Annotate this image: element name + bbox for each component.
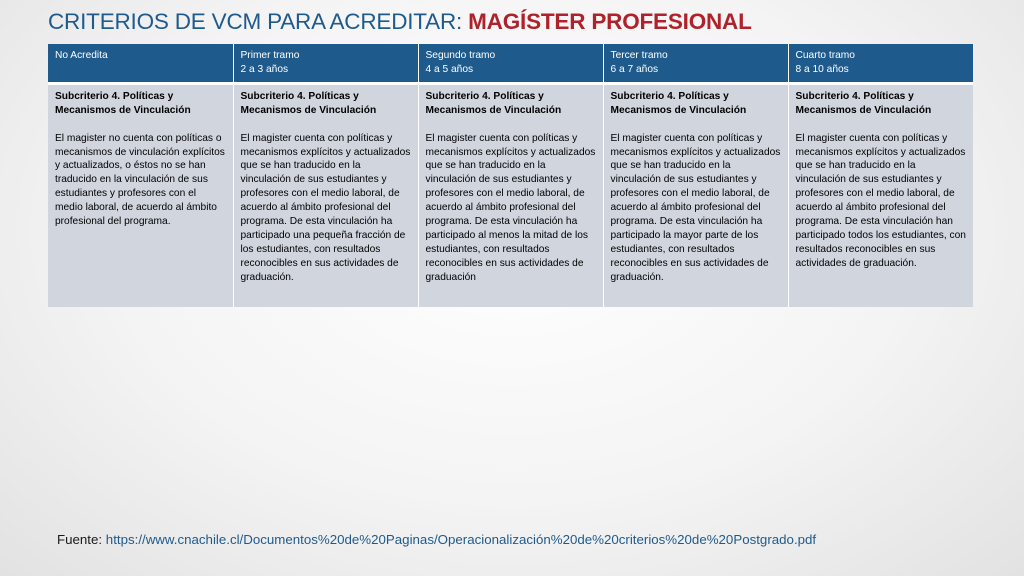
cell-segundo-tramo (418, 83, 603, 307)
title-prefix: CRITERIOS DE VCM PARA ACREDITAR: (48, 9, 469, 34)
criterion-description: El magister cuenta con políticas y mecanismos explícitos y actualizados que se han traducido en la vinculación de sus estudiantes y profesores con el medio laboral, de acuerdo al ámbito profesional del programa. De esta vinculación han participado todos los estudiantes, con resultados reconocibles en sus actividades de graduación. (795, 132, 966, 269)
subcriterion-title: Subcriterio 4. Políticas y Mecanismos de Vinculación (610, 90, 747, 116)
subcriterion-title: Subcriterio 4. Políticas y Mecanismos de Vinculación (240, 90, 377, 116)
title-highlight: MAGÍSTER PROFESIONAL (468, 9, 752, 34)
source-label: Fuente: (57, 532, 106, 547)
cell-no-acredita (48, 83, 233, 307)
header-tercer-tramo (603, 44, 788, 83)
cell-cuarto-tramo (788, 83, 973, 307)
header-label: Segundo tramo (425, 50, 496, 61)
table-row (48, 83, 973, 307)
header-range: 2 a 3 años (240, 63, 289, 75)
header-label: No Acredita (55, 50, 108, 61)
criterion-description: El magister cuenta con políticas y mecanismos explícitos y actualizados que se han traducido en la vinculación de sus estudiantes y profesores con el medio laboral, de acuerdo al ámbito profesional del programa. De esta vinculación ha participado una pequeña fracción de los estudiantes, con resultados reconocibles en sus actividades de graduación. (240, 132, 411, 283)
header-range: 4 a 5 años (425, 63, 474, 75)
header-label: Tercer tramo (610, 50, 668, 61)
header-label: Cuarto tramo (795, 50, 855, 61)
cell-tercer-tramo (603, 83, 788, 307)
header-label: Primer tramo (240, 50, 300, 61)
slide-title (48, 9, 752, 35)
header-range: 6 a 7 años (610, 63, 659, 75)
header-range: 8 a 10 años (795, 63, 849, 75)
header-no-acredita (48, 44, 233, 83)
header-primer-tramo (233, 44, 418, 83)
criterion-description: El magister cuenta con políticas y mecanismos explícitos y actualizados que se han traducido en la vinculación de sus estudiantes y profesores con el medio laboral, de acuerdo al ámbito profesional del programa. De esta vinculación ha participado al menos la mitad de los estudiantes, con resultados reconocibles en sus actividades de graduación (425, 132, 596, 283)
subcriterion-title: Subcriterio 4. Políticas y Mecanismos de Vinculación (55, 90, 191, 116)
subcriterion-title: Subcriterio 4. Políticas y Mecanismos de Vinculación (425, 90, 562, 116)
criteria-table (48, 44, 973, 307)
subcriterion-title: Subcriterio 4. Políticas y Mecanismos de Vinculación (795, 90, 932, 116)
header-row (48, 44, 973, 83)
criterion-description: El magister no cuenta con políticas o mecanismos de vinculación explícitos y actualizados, o éstos no se han traducido en la vinculación de sus estudiantes y profesores con el medio laboral, de acuerdo al ámbito profesional del programa. (55, 132, 225, 228)
source-footer (57, 532, 816, 547)
header-segundo-tramo (418, 44, 603, 83)
header-cuarto-tramo (788, 44, 973, 83)
criterion-description: El magister cuenta con políticas y mecanismos explícitos y actualizados que se han traducido en la vinculación de sus estudiantes y profesores con el medio laboral, de acuerdo al ámbito profesional del programa. De esta vinculación ha participado la mayor parte de los estudiantes, con resultados reconocibles en sus actividades de graduación. (610, 132, 781, 283)
cell-primer-tramo (233, 83, 418, 307)
source-link[interactable]: https://www.cnachile.cl/Documentos%20de%20Paginas/Operacionalización%20de%20criterios%20de%20Postgrado.pdf (105, 532, 817, 547)
